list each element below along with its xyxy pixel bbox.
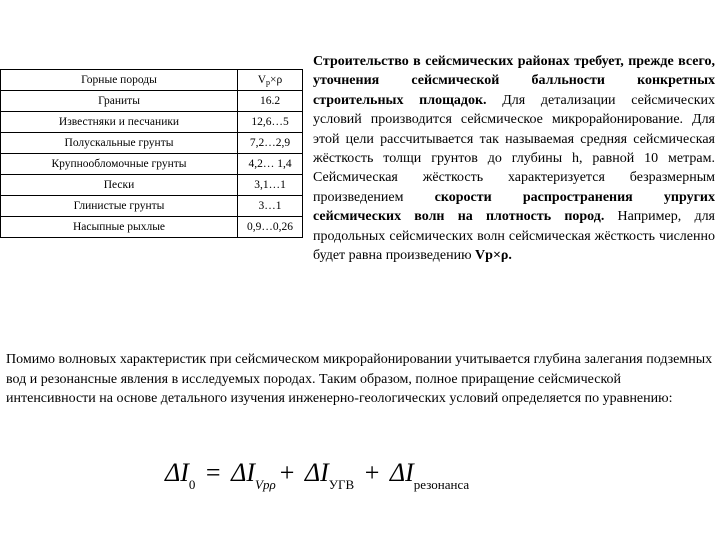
table-row [1,217,303,238]
formula-plus-2: + [364,458,380,487]
rock-name: Крупнообломочные грунты [1,154,238,175]
table-row [1,175,303,196]
formula-term1: ΔI [231,458,256,487]
paragraph-bold-intro: Строительство в сейсмических районах требует, прежде всего, уточнения сейсмической балльности конкретных строительных площадок. [313,54,715,108]
table-row [1,154,303,175]
rock-name: Глинистые грунты [1,196,238,217]
rock-name: Насыпные рыхлые [1,217,238,238]
rock-name: Граниты [1,91,238,112]
rock-value: 0,9…0,26 [238,217,303,238]
microzoning-paragraph: Помимо волновых характеристик при сейсмическом микрорайонировании учитывается глубина залегания подземных вод и резонансные явления в исследуемых породах. Таким образом, полное приращение сейсмической интенсивности на основе детального изучения инженерно-геологических условий определяется по уравнению: [6,352,713,406]
rock-name: Пески [1,175,238,196]
header-stiffness-sub: p [266,77,271,87]
table-row [1,133,303,154]
rock-value: 16.2 [238,91,303,112]
table-row [1,112,303,133]
table-row [1,91,303,112]
paragraph-bold-end: Vp×ρ. [475,248,512,264]
rock-value: 7,2…2,9 [238,133,303,154]
rock-stiffness-table [0,69,303,238]
seismic-paragraph [313,52,715,265]
header-stiffness-v: V [257,73,267,86]
paragraph-text-b: Например, для продольных сейсмических волн сейсмическая жёсткость численно будет равна произведению [313,209,715,264]
formula-plus-1: + [279,458,295,487]
intensity-formula [165,458,469,493]
rock-value: 3…1 [238,196,303,217]
rock-value: 12,6…5 [238,112,303,133]
formula-term3-sub: резонанса [413,477,470,492]
formula-term1-sub: Vpρ [255,477,276,492]
rock-name: Полускальные грунты [1,133,238,154]
header-stiffness-tail: ×ρ [270,73,283,86]
formula-lhs-sub: 0 [188,477,196,492]
table-row [1,196,303,217]
rock-name: Известняки и песчаники [1,112,238,133]
formula-term2: ΔI [304,458,329,487]
paragraph-text-a: Для детализации сейсмических условий производится сейсмическое микрорайонирование. Для этой цели рассчитывается так называемая средняя сейсмическая жёсткость толщи грунтов до глубины h, равной 10 метрам. Сейсмическая жёсткость характеризуется безразмерным произведением [313,92,716,205]
header-rock-type: Горные породы [1,70,238,91]
table-header-row [1,70,303,91]
rock-value: 3,1…1 [238,175,303,196]
paragraph-bold-mid: скорости распространения упругих сейсмических волн на плотность пород. [313,189,715,225]
formula-equals: = [205,458,221,487]
header-stiffness [238,70,303,91]
rock-value: 4,2… 1,4 [238,154,303,175]
formula-term2-sub: УГВ [328,477,355,492]
formula-term3: ΔI [389,458,414,487]
formula-lhs: ΔI [165,458,189,487]
